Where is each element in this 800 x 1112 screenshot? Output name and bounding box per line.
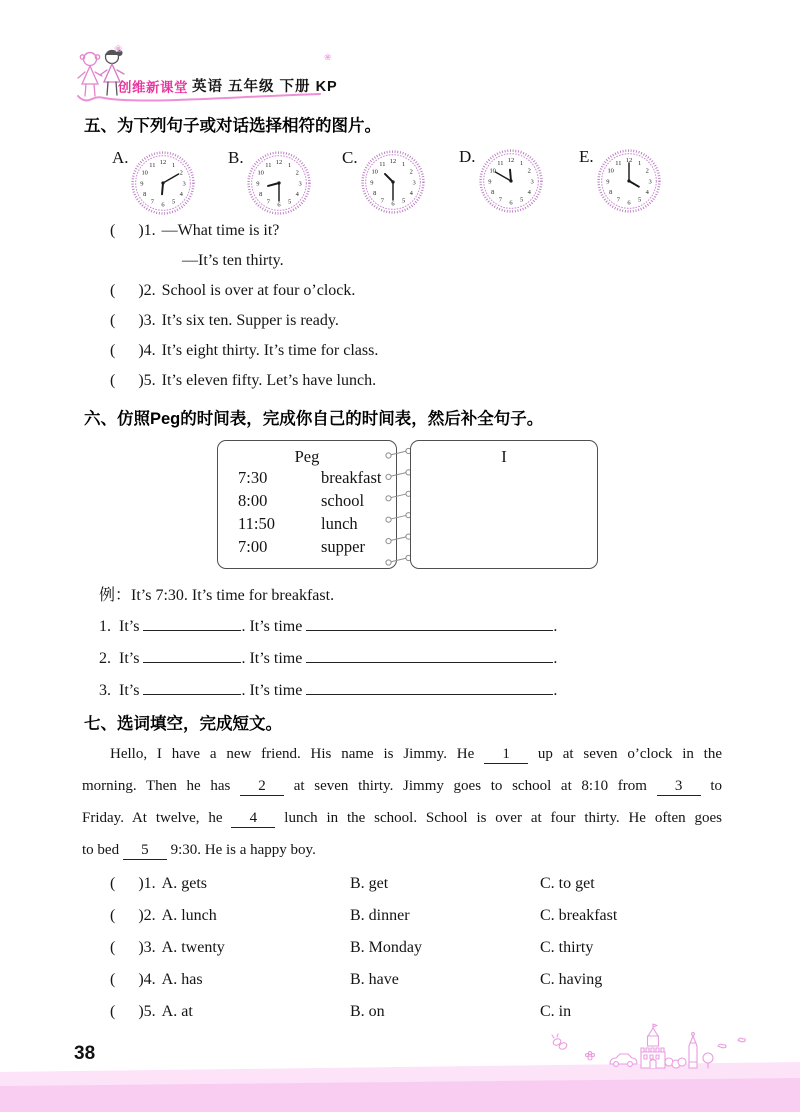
answer-blank	[306, 646, 553, 663]
passage-line: to bed 5 9:30. He is a happy boy.	[82, 842, 316, 858]
clock-b-icon	[246, 150, 312, 216]
answer-blank	[306, 678, 553, 695]
choice-number: )3.	[138, 939, 156, 956]
answer-blank	[143, 678, 241, 695]
pencil-icon	[689, 1033, 697, 1068]
svg-text:11: 11	[615, 159, 622, 167]
fill-number: 2.	[99, 650, 111, 667]
svg-text:7: 7	[616, 196, 621, 204]
car-icon	[610, 1054, 637, 1066]
svg-text:2: 2	[295, 169, 299, 177]
question-row	[110, 312, 339, 330]
castle-icon	[641, 1024, 665, 1068]
choice-number: )2.	[138, 907, 156, 924]
svg-text:9: 9	[488, 178, 492, 186]
cloud-icon	[718, 1038, 745, 1048]
svg-text:3: 3	[412, 179, 416, 187]
svg-text:5: 5	[287, 198, 292, 206]
answer-blank	[306, 614, 553, 631]
svg-text:6: 6	[627, 199, 631, 207]
svg-text:5: 5	[401, 197, 406, 205]
svg-text:2: 2	[527, 167, 531, 175]
answer-blank	[143, 614, 241, 631]
answer-slot: ( )5.	[110, 1003, 156, 1020]
tree-icon	[703, 1053, 713, 1068]
choice-number: )4.	[138, 971, 156, 988]
question-text: It’s eleven fifty. Let’s have lunch.	[161, 372, 377, 389]
clock-e-icon	[596, 148, 662, 214]
svg-text:8: 8	[491, 188, 495, 196]
answer-slot: ( )5.	[110, 372, 156, 389]
answer-blank	[143, 646, 241, 663]
question-number: )2.	[138, 282, 156, 299]
option-c: C. to get	[540, 875, 595, 892]
svg-text:6: 6	[391, 200, 395, 208]
svg-text:11: 11	[497, 159, 504, 167]
fill-number: 3.	[99, 682, 111, 699]
clock-option-label: C.	[342, 148, 358, 167]
svg-text:2: 2	[409, 168, 413, 176]
svg-text:3: 3	[530, 178, 534, 186]
question-row	[110, 342, 378, 360]
clock-option-label: D.	[459, 147, 476, 166]
fill-row: 1. It’s . It’s time .	[99, 614, 557, 636]
numbered-blank: 3	[657, 778, 701, 796]
svg-text:12: 12	[389, 158, 397, 166]
svg-text:2: 2	[645, 167, 649, 175]
clock-option-label: A.	[112, 148, 129, 167]
fill-row: 2. It’s . It’s time .	[99, 646, 557, 668]
answer-slot: ( )3.	[110, 939, 156, 956]
passage-line: Hello, I have a new friend. His name is Jimmy. He 1 up at seven o’clock in the	[110, 746, 723, 762]
question-text: School is over at four o’clock.	[161, 282, 356, 299]
svg-text:5: 5	[637, 196, 642, 204]
flower-icon: ❀	[324, 52, 332, 62]
table-header-i: I	[501, 447, 507, 466]
answer-slot: ( )4.	[110, 971, 156, 988]
schedule-table-peg: Peg 7:30 breakfast 8:00 school 11:50 lunch 7:00 supper	[217, 440, 397, 569]
numbered-blank: 4	[231, 810, 275, 828]
svg-text:3: 3	[648, 178, 652, 186]
svg-text:4: 4	[527, 188, 531, 196]
option-c: C. thirty	[540, 939, 594, 956]
example-sentence: 例：It’s 7:30. It’s time for breakfast.	[99, 587, 335, 604]
question-row	[110, 372, 376, 390]
svg-text:6: 6	[509, 199, 513, 207]
svg-text:12: 12	[625, 157, 633, 165]
svg-text:6: 6	[277, 201, 281, 209]
choice-number: )1.	[138, 875, 156, 892]
svg-text:1: 1	[519, 159, 524, 167]
section5-title: 五、为下列句子或对话选择相符的图片。	[84, 117, 381, 135]
svg-text:8: 8	[373, 189, 377, 197]
page-number: 38	[74, 1043, 96, 1064]
svg-text:6: 6	[161, 201, 165, 209]
svg-text:10: 10	[489, 167, 496, 175]
svg-text:5: 5	[519, 196, 524, 204]
numbered-blank: 5	[123, 842, 167, 860]
choice-row	[110, 1003, 193, 1021]
answer-slot: ( )2.	[110, 907, 156, 924]
svg-text:4: 4	[179, 190, 183, 198]
svg-text:1: 1	[171, 161, 176, 169]
answer-slot: ( )1.	[110, 222, 156, 239]
schedule-table-mine	[410, 440, 598, 569]
svg-text:11: 11	[149, 161, 156, 169]
choice-row	[110, 907, 217, 925]
svg-text:10: 10	[607, 167, 614, 175]
option-b: B. have	[350, 971, 399, 988]
option-c: C. breakfast	[540, 907, 618, 924]
option-a: A. at	[161, 1003, 193, 1020]
question-text: It’s six ten. Supper is ready.	[161, 312, 339, 329]
flower-icon	[586, 1052, 595, 1061]
svg-text:1: 1	[287, 161, 292, 169]
option-b: B. dinner	[350, 907, 410, 924]
question-number: )1.	[138, 222, 156, 239]
svg-text:12: 12	[159, 159, 167, 167]
svg-text:9: 9	[140, 180, 144, 188]
fill-number: 1.	[99, 618, 111, 635]
answer-slot: ( )1.	[110, 875, 156, 892]
svg-text:12: 12	[275, 159, 283, 167]
option-a: A. gets	[161, 875, 207, 892]
svg-text:11: 11	[265, 161, 272, 169]
choice-row	[110, 939, 225, 957]
table-header-peg: Peg	[294, 447, 320, 466]
footer-doodles	[540, 1022, 760, 1074]
answer-slot: ( )2.	[110, 282, 156, 299]
svg-text:2: 2	[179, 169, 183, 177]
svg-text:3: 3	[298, 180, 302, 188]
svg-text:5: 5	[171, 198, 176, 206]
numbered-blank: 2	[240, 778, 284, 796]
question-number: )4.	[138, 342, 156, 359]
option-a: A. lunch	[161, 907, 217, 924]
svg-text:7: 7	[498, 196, 503, 204]
svg-text:9: 9	[606, 178, 610, 186]
option-b: B. get	[350, 875, 389, 892]
bushes-icon	[665, 1058, 686, 1068]
choice-row	[110, 971, 203, 989]
svg-text:10: 10	[371, 168, 378, 176]
svg-text:4: 4	[295, 190, 299, 198]
clock-option-label: E.	[579, 147, 594, 166]
section7-title: 七、选词填空，完成短文。	[84, 715, 282, 733]
svg-text:4: 4	[409, 189, 413, 197]
svg-text:7: 7	[150, 198, 155, 206]
svg-text:8: 8	[259, 190, 263, 198]
option-c: C. in	[540, 1003, 572, 1020]
svg-text:7: 7	[266, 198, 271, 206]
numbered-blank: 1	[484, 746, 528, 764]
passage-line: morning. Then he has 2 at seven thirty. Jimmy goes to school at 8:10 from 3 to	[82, 778, 722, 794]
svg-text:12: 12	[507, 157, 515, 165]
option-c: C. having	[540, 971, 603, 988]
svg-text:4: 4	[645, 188, 649, 196]
question-text: It’s eight thirty. It’s time for class.	[161, 342, 379, 359]
answer-slot: ( )3.	[110, 312, 156, 329]
section6-title: 六、仿照Peg的时间表，完成你自己的时间表，然后补全句子。	[84, 410, 544, 428]
answer-slot: ( )4.	[110, 342, 156, 359]
question-text-line2: —It’s ten thirty.	[182, 252, 284, 269]
choice-number: )5.	[138, 1003, 156, 1020]
svg-text:7: 7	[380, 197, 385, 205]
brand-title: 创维新课堂	[118, 80, 188, 95]
question-text: —What time is it?	[161, 222, 280, 239]
choice-row	[110, 875, 207, 893]
svg-text:3: 3	[182, 180, 186, 188]
svg-text:9: 9	[256, 180, 260, 188]
clock-option-label: B.	[228, 148, 244, 167]
butterfly-icon	[552, 1034, 568, 1050]
book-subtitle: 英语 五年级 下册 KP	[192, 79, 338, 95]
clock-d-icon	[478, 148, 544, 214]
option-b: B. on	[350, 1003, 385, 1020]
svg-text:9: 9	[370, 179, 374, 187]
svg-text:8: 8	[143, 190, 147, 198]
svg-text:8: 8	[609, 188, 613, 196]
clock-c-icon	[360, 149, 426, 215]
passage-line: Friday. At twelve, he 4 lunch in the school. School is over at four thirty. He often goes	[82, 810, 722, 826]
option-b: B. Monday	[350, 939, 422, 956]
flower-icon: ❀	[114, 44, 123, 55]
svg-text:1: 1	[401, 160, 406, 168]
svg-text:10: 10	[141, 169, 148, 177]
clock-a-icon	[130, 150, 196, 216]
option-a: A. has	[161, 971, 203, 988]
question-number: )5.	[138, 372, 156, 389]
question-number: )3.	[138, 312, 156, 329]
svg-text:1: 1	[637, 159, 642, 167]
svg-text:10: 10	[257, 169, 264, 177]
question-row	[110, 222, 279, 240]
question-row	[110, 282, 355, 300]
svg-text:11: 11	[379, 160, 386, 168]
fill-row: 3. It’s . It’s time .	[99, 678, 557, 700]
option-a: A. twenty	[161, 939, 225, 956]
